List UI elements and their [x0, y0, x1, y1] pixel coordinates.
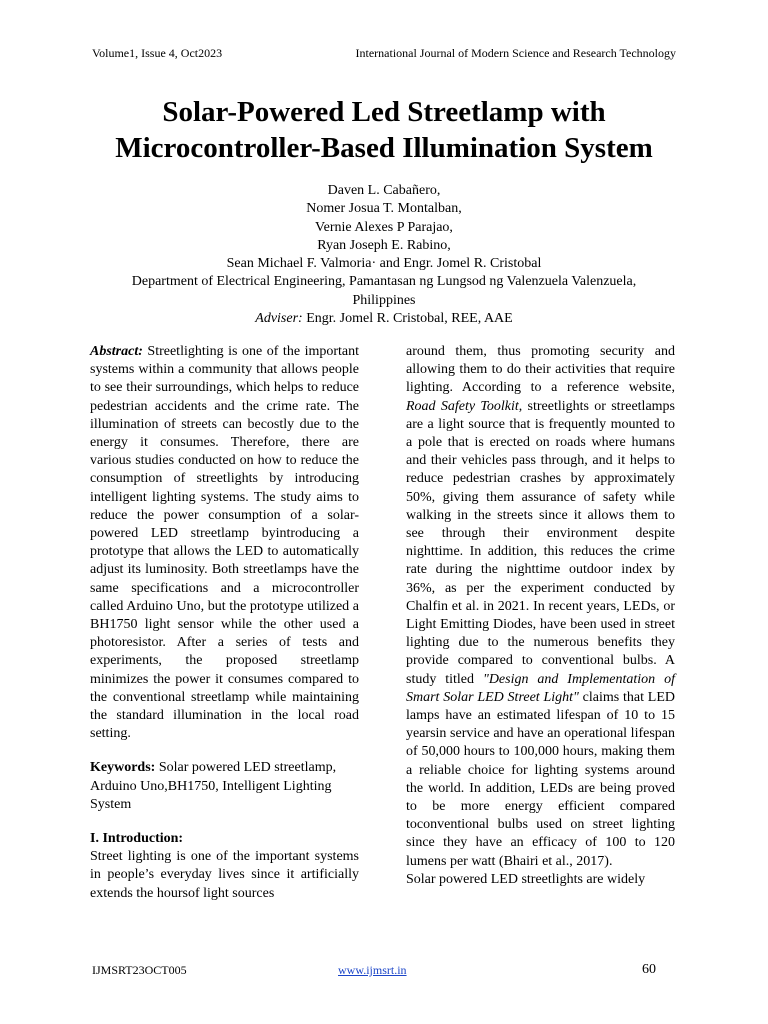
left-column: [90, 343, 359, 903]
author-3: Vernie Alexes P Parajao,: [315, 219, 453, 235]
journal-name: International Journal of Modern Science and Research Technology: [355, 46, 676, 60]
paper-code: IJMSRT23OCT005: [92, 963, 187, 977]
affiliation-department: Department of Electrical Engineering, Pamantasan ng Lungsod ng Valenzuela Valenzuela,: [131, 274, 637, 290]
paper-title: [40, 94, 728, 166]
affiliation-country: Philippines: [352, 292, 416, 308]
intro-paragraph: Street lighting is one of the important systems in people’s everyday lives since it artificially extends the hoursof light sources: [90, 849, 359, 901]
road-safety-toolkit-title: Road Safety Toolkit: [406, 398, 519, 414]
title-line-2: Microcontroller-Based Illumination System: [115, 132, 653, 164]
abstract-paragraph: [90, 343, 359, 743]
page-number: 60: [642, 962, 656, 977]
keywords-paragraph: [90, 759, 359, 814]
page-footer: [92, 962, 676, 980]
abstract-text: Streetlighting is one of the important systems within a community that allows people to see their surroundings, which helps to reduce pedestrian accidents and the crime rate. The illumination of streets can becostly due to the energy it consumes. Therefore, there are various studies conducted on how to reduce the consumption of streetlights by introducing intelligent lighting systems. The study aims to reduce the power consumption of a solar-powered LED streetlamp byintroducing a prototype that allows the LED to automatically adjust its luminosity. Both streetlamps have the same specifications and a microcontroller called Arduino Uno, but the prototype utilized a BH1750 light sensor while the other used a photoresistor. After a series of tests and experiments, the proposed streetlamp minimizes the power it consumes compared to the conventional streetlamp while maintaining the standard illumination in the local road setting.: [90, 344, 359, 742]
section-heading-introduction: I. Introduction:: [90, 831, 184, 847]
adviser-name: Engr. Jomel R. Cristobal, REE, AAE: [302, 311, 513, 327]
cited-study-title: "Design and Implementation of Smart Solar LED Street Light": [406, 671, 675, 705]
body-text: claims that LED lamps have an estimated lifespan of 10 to 15 yearsin service and have an operational lifespan of 50,000 hours to 100,000 hours, making them a reliable choice for lighting systems around the world. In addition, LEDs are being proved to be more energy efficient compared toconventional bulbs used on street lighting since they have an efficacy of 100 to 120 lumens per watt (Bhairi et al., 2017).: [406, 689, 675, 869]
body-text: around them, thus promoting security and allowing them to do their activities that require lighting. According to a reference website,: [406, 344, 675, 396]
solar-paragraph-start: Solar powered LED streetlights are widely: [406, 871, 646, 887]
right-column: [406, 343, 675, 889]
running-header: [92, 46, 676, 62]
author-5: Sean Michael F. Valmoria· and Engr. Jomel R. Cristobal: [226, 256, 542, 272]
keywords-label: Keywords:: [90, 760, 156, 776]
adviser-label: Adviser:: [255, 311, 303, 327]
volume-issue: Volume1, Issue 4, Oct2023: [92, 46, 223, 60]
intro-continuation-paragraph: [406, 343, 675, 871]
keywords-text: Solar powered LED streetlamp, Arduino Uno,BH1750, Intelligent Lighting System: [90, 760, 337, 812]
body-text: , streetlights or streetlamps are a light source that is frequently mounted to a pole that is erected on roads where humans and their vehicles pass through, and it helps to reduce pedestrian crashes by approximately 50%, giving them assurance of safety while walking in the streets since it allows them to see through their environment despite nighttime. In addition, this reduces the crime rate during the nighttime outdoor index by 36%, as per the experiment conducted by Chalfin et al. in 2021. In recent years, LEDs, or Light Emitting Diodes, have been used in street lighting due to the numerous benefits they provide compared to conventional bulbs. A study titled: [406, 398, 675, 687]
abstract-label: Abstract:: [90, 344, 143, 359]
author-1: Daven L. Cabañero,: [327, 183, 441, 198]
journal-website-link[interactable]: www.ijmsrt.in: [338, 963, 407, 977]
author-block: [60, 182, 708, 328]
author-4: Ryan Joseph E. Rabino,: [317, 237, 451, 253]
title-line-1: Solar-Powered Led Streetlamp with: [162, 96, 606, 128]
author-2: Nomer Josua T. Montalban,: [306, 201, 462, 217]
adviser-line: [60, 310, 708, 328]
